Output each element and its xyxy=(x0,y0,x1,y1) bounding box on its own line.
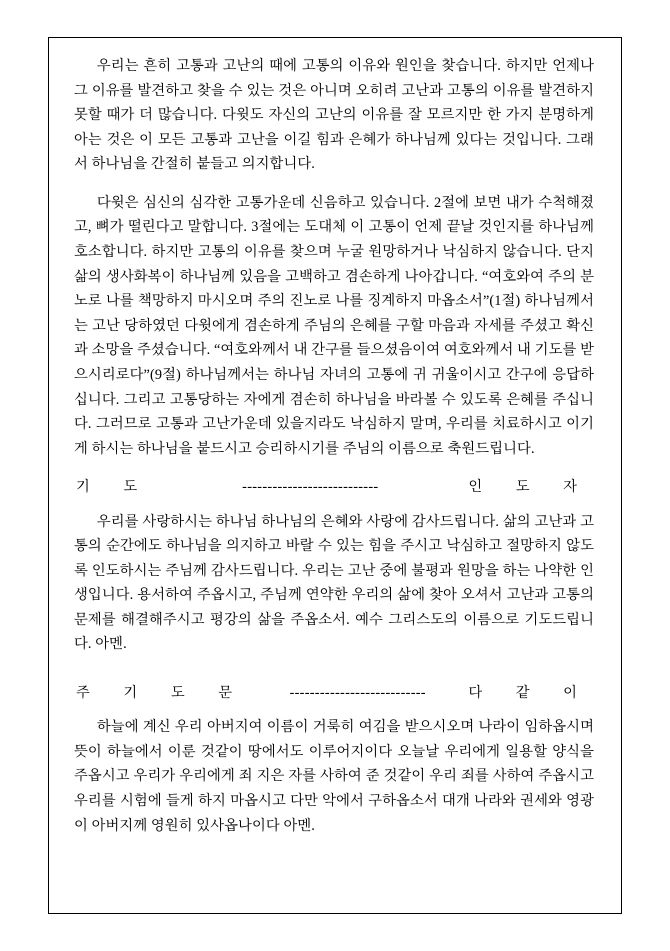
prayer-body: 우리를 사랑하시는 하나님 하나님의 은혜와 사랑에 감사드립니다. 삶의 고난과 고통의 순간에도 하나님을 의지하고 바랄 수 있는 힘을 주시고 낙심하고 절망하지 않도록 인도하시는 주님께 감사드립니다. 우리는 고난 중에 불평과 원망을 하는 나약한 인생입니다. 용서하여 주옵시고, 주님께 연약한 우리의 삶에 찾아 오셔서 고난과 고통의 문제를 해결해주시고 평강의 삶을 주옵소서. 예수 그리스도의 이름으로 기도드립니다. 아멘. xyxy=(74,513,594,653)
section-left-label: 주 기 도 문 xyxy=(76,685,248,702)
section-dash-rule: --------------------------- xyxy=(289,685,426,702)
paragraph-1: 우리는 흔히 고통과 고난의 때에 고통의 이유와 원인을 찾습니다. 하지만 언제나 그 이유를 발견하고 찾을 수 있는 것은 아니며 오히려 고난과 고통의 이유를 발견하지 못할 때가 더 많습니다. 다윗도 자신의 고난의 이유를 잘 모르지만 한 가지 분명하게 아는 것은 이 모든 고통과 고난을 이길 힘과 은혜가 하나님께 있다는 것입니다. 그래서 하나님을 간절히 붙들고 의지합니다. xyxy=(74,58,594,173)
section-spacer xyxy=(74,671,594,677)
section-left-label: 기 도 xyxy=(76,479,153,496)
document-body xyxy=(60,44,610,907)
lords-prayer-body: 하늘에 계신 우리 아버지여 이름이 거룩히 여김을 받으시오며 나라이 임하옵시며 뜻이 하늘에서 이룬 것같이 땅에서도 이루어지이다 오늘날 우리에게 일용할 양식을 주옵시고 우리가 우리에게 죄 지은 자를 사하여 준 것같이 우리 죄를 사하여 주옵시고 우리를 시험에 들게 하지 마옵시고 다만 악에서 구하옵소서 대개 나라와 권세와 영광이 아버지께 영원히 있사옵나이다 아멘. xyxy=(74,719,594,834)
section-heading-lords-prayer xyxy=(74,681,594,705)
section-dash-rule: --------------------------- xyxy=(242,479,379,496)
section-heading-prayer xyxy=(74,475,594,499)
paragraph-2: 다윗은 심신의 심각한 고통가운데 신음하고 있습니다. 2절에 보면 내가 수척해졌고, 뼈가 떨린다고 말합니다. 3절에는 도대체 이 고통이 언제 끝날 것인지를 하나님께 호소합니다. 하지만 고통의 이유를 찾으며 누굴 원망하거나 낙심하지 않습니다. 단지 삶의 생사화복이 하나님께 있음을 고백하고 겸손하게 나아갑니다. “여호와여 주의 분노로 나를 책망하지 마시오며 주의 진노로 나를 징계하지 마옵소서”(1절) 하나님께서는 고난 당하였던 다윗에게 겸손하게 주님의 은혜를 구할 마음과 자세를 주셨고 확신과 소망을 주셨습니다. “여호와께서 내 간구를 들으셨음이여 여호와께서 내 기도를 받으시리로다”(9절) 하나님께서는 하나님 자녀의 고통에 귀 귀울이시고 간구에 응답하십니다. 그리고 고통당하는 자에게 겸손히 하나님을 바라볼 수 있도록 은혜를 주십니다. 그러므로 고통과 고난가운데 있을지라도 낙심하지 말며, 우리를 치료하시고 이기게 하시는 하나님을 붙드시고 승리하시기를 주님의 이름으로 축원드립니다. xyxy=(74,194,594,457)
section-right-label: 인 도 자 xyxy=(468,479,592,496)
section-right-label: 다 같 이 xyxy=(468,685,592,702)
